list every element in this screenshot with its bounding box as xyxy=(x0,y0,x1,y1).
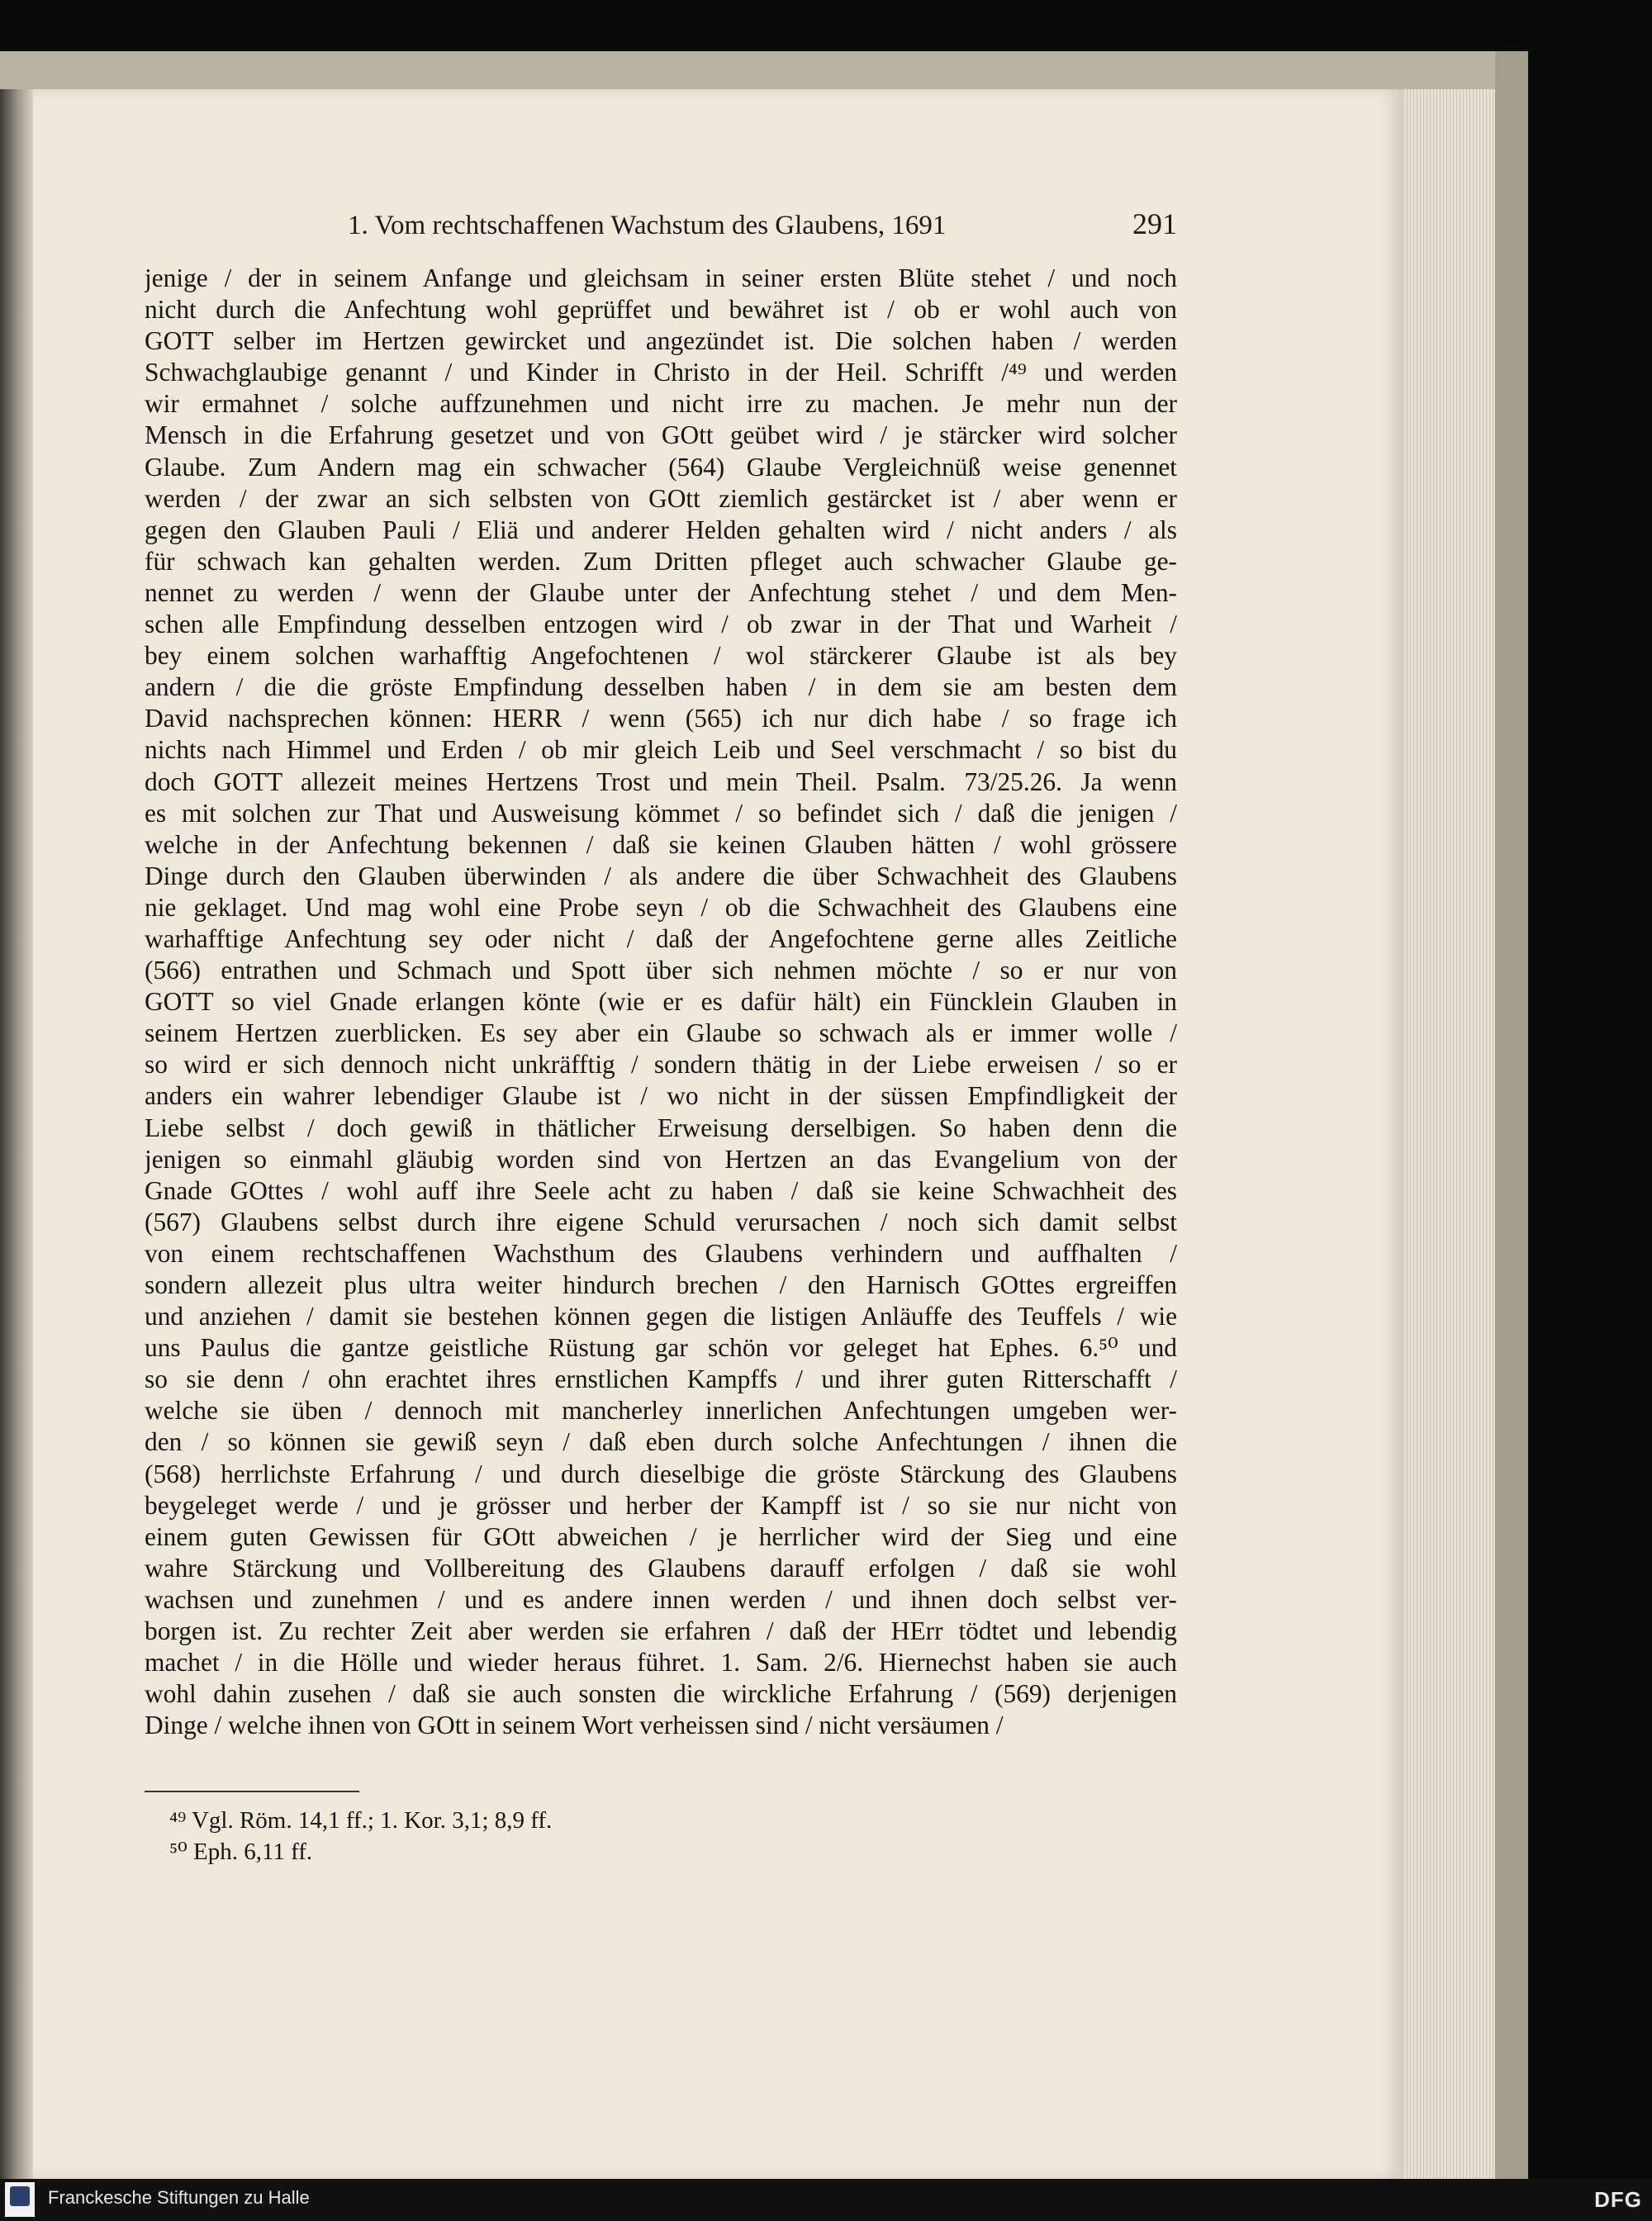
page-stack-edges xyxy=(1404,89,1495,2179)
text-line: Gnade GOttes / wohl auff ihre Seele acht zu haben / daß sie keine Schwachheit des xyxy=(145,1175,1177,1205)
text-line: schen alle Empfindung desselben entzogen wird / ob zwar in der That und Warheit / xyxy=(145,610,1177,639)
text-line: einem guten Gewissen für GOtt abweichen / je herrlicher wird der Sieg und eine xyxy=(145,1521,1177,1551)
text-line: borgen ist. Zu rechter Zeit aber werden sie erfahren / daß der HErr tödtet und lebendig xyxy=(145,1616,1177,1646)
text-line: Liebe selbst / doch gewiß in thätlicher Erweisung derselbigen. So haben denn die xyxy=(145,1113,1177,1142)
provider-logo-icon xyxy=(10,2186,30,2206)
text-line: bey einem solchen warhafftig Angefochtenen / wol stärckerer Glaube ist als bey xyxy=(145,641,1177,671)
text-line: so sie denn / ohn erachtet ihres ernstlichen Kampffs / und ihrer guten Ritterschafft / xyxy=(145,1364,1177,1394)
text-line: machet / in die Hölle und wieder heraus führet. 1. Sam. 2/6. Hiernechst haben sie auch xyxy=(145,1648,1177,1678)
text-line: anders ein wahrer lebendiger Glaube ist / wo nicht in der süssen Empfindligkeit der xyxy=(145,1081,1177,1111)
text-line: den / so können sie gewiß seyn / daß eben durch solche Anfechtungen / ihnen die xyxy=(145,1427,1177,1457)
text-line: doch GOTT allezeit meines Hertzens Trost und mein Theil. Psalm. 73/25.26. Ja wenn xyxy=(145,766,1177,796)
text-line: andern / die die gröste Empfindung desselben haben / in dem sie am besten dem xyxy=(145,672,1177,702)
text-line: GOTT selber im Hertzen gewircket und angezündet ist. Die solchen haben / werden xyxy=(145,326,1177,356)
text-line: für schwach kan gehalten werden. Zum Dritten pfleget auch schwacher Glaube ge- xyxy=(145,546,1177,576)
footnote: ⁵⁰ Eph. 6,11 ff. xyxy=(169,1839,313,1865)
book-gutter xyxy=(0,89,33,2179)
page-header xyxy=(145,206,1177,241)
text-line: (568) herrlichste Erfahrung / und durch dieselbige die gröste Stärckung des Glaubens xyxy=(145,1459,1177,1488)
text-line: (567) Glaubens selbst durch ihre eigene Schuld verursachen / noch sich damit selbst xyxy=(145,1207,1177,1236)
text-line: warhafftige Anfechtung sey oder nicht / daß der Angefochtene gerne alles Zeitliche xyxy=(145,923,1177,953)
text-line: nennet zu werden / wenn der Glaube unter der Anfechtung stehet / und dem Men- xyxy=(145,577,1177,607)
text-line: Dinge / welche ihnen von GOtt in seinem Wort verheissen sind / nicht versäumen / xyxy=(145,1711,1004,1740)
text-line: welche in der Anfechtung bekennen / daß sie keinen Glauben hätten / wohl grössere xyxy=(145,829,1177,859)
footnote-divider xyxy=(145,1791,359,1792)
running-title: 1. Vom rechtschaffenen Wachstum des Glaubens, 1691 xyxy=(348,211,947,240)
text-line: (566) entrathen und Schmach und Spott über sich nehmen möchte / so er nur von xyxy=(145,956,1177,985)
text-line: Dinge durch den Glauben überwinden / als andere die über Schwachheit des Glaubens xyxy=(145,861,1177,890)
text-line: nicht durch die Anfechtung wohl geprüffet und bewähret ist / ob er wohl auch von xyxy=(145,295,1177,325)
provider-name: Franckesche Stiftungen zu Halle xyxy=(48,2187,310,2208)
text-line: David nachsprechen können: HERR / wenn (565) ich nur dich habe / so frage ich xyxy=(145,704,1177,733)
text-line: seinem Hertzen zuerblicken. Es sey aber ein Glaube so schwach als er immer wolle / xyxy=(145,1018,1177,1048)
text-line: jenigen so einmahl gläubig worden sind von Hertzen an das Evangelium von der xyxy=(145,1144,1177,1174)
text-line: es mit solchen zur That und Ausweisung kömmet / so befindet sich / daß die jenigen / xyxy=(145,798,1177,828)
text-line: Mensch in die Erfahrung gesetzet und von GOtt geübet wird / je stärcker wird solcher xyxy=(145,420,1177,450)
text-line: werden / der zwar an sich selbsten von GOtt ziemlich gestärcket ist / aber wenn er xyxy=(145,483,1177,513)
text-line: sondern allezeit plus ultra weiter hindurch brechen / den Harnisch GOttes ergreiffen xyxy=(145,1270,1177,1299)
body-text xyxy=(145,263,1177,1741)
text-line: jenige / der in seinem Anfange und gleichsam in seiner ersten Blüte stehet / und noch xyxy=(145,263,1177,292)
text-line: uns Paulus die gantze geistliche Rüstung gar schön vor geleget hat Ephes. 6.⁵⁰ und xyxy=(145,1333,1177,1363)
footnote: ⁴⁹ Vgl. Röm. 14,1 ff.; 1. Kor. 3,1; 8,9 ff. xyxy=(169,1807,553,1834)
text-line: GOTT so viel Gnade erlangen könte (wie er es dafür hält) ein Füncklein Glauben in xyxy=(145,987,1177,1017)
text-line: und anziehen / damit sie bestehen können gegen die listigen Anläuffe des Teuffels / wie xyxy=(145,1302,1177,1331)
text-line: Glaube. Zum Andern mag ein schwacher (564) Glaube Vergleichnüß weise genennet xyxy=(145,452,1177,482)
text-line: Schwachglaubige genannt / und Kinder in Christo in der Heil. Schrifft /⁴⁹ und werden xyxy=(145,358,1177,387)
page-number: 291 xyxy=(1132,207,1177,240)
text-line: so wird er sich dennoch nicht unkräfftig / sondern thätig in der Liebe erweisen / so er xyxy=(145,1050,1177,1080)
text-line: beygeleget werde / und je grösser und herber der Kampff ist / so sie nur nicht von xyxy=(145,1490,1177,1520)
text-line: welche sie üben / dennoch mit mancherley innerlichen Anfechtungen umgeben wer- xyxy=(145,1396,1177,1426)
book-cover-right-edge xyxy=(1495,51,1528,2182)
text-line: von einem rechtschaffenen Wachsthum des Glaubens verhindern und auffhalten / xyxy=(145,1238,1177,1268)
dfg-logo: DFG xyxy=(1594,2187,1642,2212)
text-line: gegen den Glauben Pauli / Eliä und anderer Helden gehalten wird / nicht anders / als xyxy=(145,515,1177,544)
text-line: nichts nach Himmel und Erden / ob mir gleich Leib und Seel verschmacht / so bist du xyxy=(145,735,1177,765)
text-line: wahre Stärckung und Vollbereitung des Glaubens darauff erfolgen / daß sie wohl xyxy=(145,1553,1177,1583)
text-line: wir ermahnet / solche auffzunehmen und nicht irre zu machen. Je mehr nun der xyxy=(145,389,1177,419)
footnotes xyxy=(169,1805,552,1867)
text-line: wohl dahin zusehen / daß sie auch sonsten die wirckliche Erfahrung / (569) derjenigen xyxy=(145,1679,1177,1709)
text-line: nie geklaget. Und mag wohl eine Probe seyn / ob die Schwachheit des Glaubens eine xyxy=(145,892,1177,922)
text-line: wachsen und zunehmen / und es andere innen werden / und ihnen doch selbst ver- xyxy=(145,1584,1177,1614)
